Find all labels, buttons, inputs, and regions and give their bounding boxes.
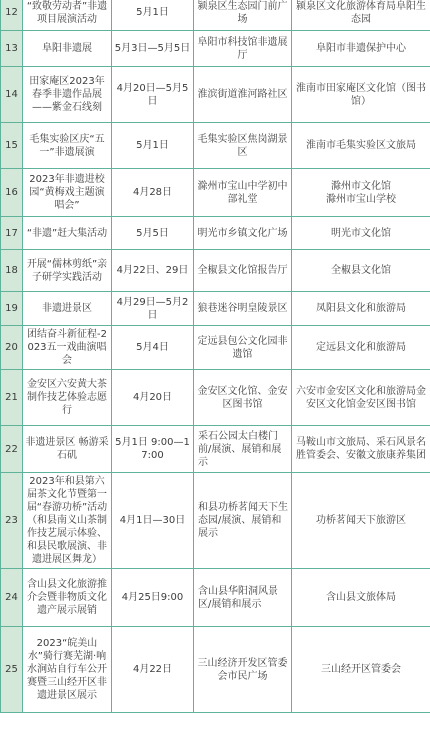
table-row bbox=[1, 31, 430, 67]
row-number: 22 bbox=[1, 426, 23, 473]
event-name: “非遗”赶大集活动 bbox=[23, 217, 112, 250]
row-number: 20 bbox=[1, 326, 23, 370]
row-number: 13 bbox=[1, 31, 23, 67]
event-name: 田家庵区2023年春季非遗作品展——紫金石线刻 bbox=[23, 67, 112, 123]
event-name: 开展“儒林剪纸”亲子研学实践活动 bbox=[23, 250, 112, 292]
event-organizer: 凤阳县文化和旅游局 bbox=[292, 292, 430, 326]
table-body bbox=[1, 0, 430, 713]
table-row bbox=[1, 426, 430, 473]
row-number: 24 bbox=[1, 569, 23, 627]
table-row bbox=[1, 169, 430, 217]
event-time: 4月20日—5月5日 bbox=[112, 67, 194, 123]
event-place: 颍泉区生态园门前广场 bbox=[194, 0, 292, 31]
event-organizer: 阜阳市非遗保护中心 bbox=[292, 31, 430, 67]
table-row bbox=[1, 326, 430, 370]
event-organizer: 淮南市田家庵区文化馆（图书馆） bbox=[292, 67, 430, 123]
event-organizer: 滁州市文化馆 滁州市宝山学校 bbox=[292, 169, 430, 217]
table-row bbox=[1, 0, 430, 31]
event-place: 采石公园太白楼门前/展演、展销和展示 bbox=[194, 426, 292, 473]
event-organizer: 明光市文化馆 bbox=[292, 217, 430, 250]
event-organizer: 马鞍山市文旅局、采石风景名胜管委会、安徽文旅康养集团 bbox=[292, 426, 430, 473]
event-organizer: 三山经开区管委会 bbox=[292, 627, 430, 713]
event-name: 含山县文化旅游推介会暨非物质文化遗产展示展销 bbox=[23, 569, 112, 627]
event-time: 4月22日、29日 bbox=[112, 250, 194, 292]
table-row bbox=[1, 569, 430, 627]
event-place: 明光市乡镇文化广场 bbox=[194, 217, 292, 250]
table-row bbox=[1, 217, 430, 250]
event-place: 滁州市宝山中学初中部礼堂 bbox=[194, 169, 292, 217]
event-time: 4月29日—5月2日 bbox=[112, 292, 194, 326]
event-organizer: 淮南市毛集实验区文旅局 bbox=[292, 123, 430, 169]
row-number: 21 bbox=[1, 370, 23, 426]
event-place: 和县功桥茗闻天下生态园/展演、展销和展示 bbox=[194, 473, 292, 569]
event-name: 团结奋斗新征程-2023五一戏曲演唱会 bbox=[23, 326, 112, 370]
event-time: 5月3日—5月5日 bbox=[112, 31, 194, 67]
row-number: 19 bbox=[1, 292, 23, 326]
event-name: 非遗进景区 bbox=[23, 292, 112, 326]
row-number: 16 bbox=[1, 169, 23, 217]
event-name: “致敬劳动者”非遗项目展演活动 bbox=[23, 0, 112, 31]
event-organizer: 定远县文化和旅游局 bbox=[292, 326, 430, 370]
event-place: 淮滨街道淮河路社区 bbox=[194, 67, 292, 123]
event-time: 5月5日 bbox=[112, 217, 194, 250]
event-time: 4月25日9:00 bbox=[112, 569, 194, 627]
row-number: 15 bbox=[1, 123, 23, 169]
event-organizer: 六安市金安区文化和旅游局金安区文化馆金安区图书馆 bbox=[292, 370, 430, 426]
event-organizer: 全椒县文化馆 bbox=[292, 250, 430, 292]
event-organizer: 含山县文旅体局 bbox=[292, 569, 430, 627]
event-organizer: 功桥茗闻天下旅游区 bbox=[292, 473, 430, 569]
event-place: 定远县包公文化园非遗馆 bbox=[194, 326, 292, 370]
table-row bbox=[1, 250, 430, 292]
event-name: 毛集实验区庆“五一”非遗展演 bbox=[23, 123, 112, 169]
event-time: 4月20日 bbox=[112, 370, 194, 426]
event-time: 5月1日 bbox=[112, 123, 194, 169]
row-number: 14 bbox=[1, 67, 23, 123]
event-place: 三山经济开发区管委会市民广场 bbox=[194, 627, 292, 713]
event-name: 阜阳非遗展 bbox=[23, 31, 112, 67]
event-name: 2023“皖美山水”骑行赛芜湖·响水涧站自行车公开赛暨三山经开区非遗进景区展示 bbox=[23, 627, 112, 713]
table-row bbox=[1, 370, 430, 426]
row-number: 23 bbox=[1, 473, 23, 569]
row-number: 18 bbox=[1, 250, 23, 292]
event-place: 狼巷迷谷明皇陵景区 bbox=[194, 292, 292, 326]
event-time: 4月22日 bbox=[112, 627, 194, 713]
table-row bbox=[1, 292, 430, 326]
event-time: 5月1日 9:00—17:00 bbox=[112, 426, 194, 473]
row-number: 25 bbox=[1, 627, 23, 713]
table-row bbox=[1, 123, 430, 169]
event-time: 5月1日 bbox=[112, 0, 194, 31]
table-row bbox=[1, 473, 430, 569]
event-organizer: 颍泉区文化旅游体育局阜阳生态园 bbox=[292, 0, 430, 31]
table-row bbox=[1, 627, 430, 713]
row-number: 12 bbox=[1, 0, 23, 31]
table-row bbox=[1, 67, 430, 123]
event-name: 2023年非遗进校园“黄梅戏主题演唱会” bbox=[23, 169, 112, 217]
event-name: 非遗进景区 畅游采石矶 bbox=[23, 426, 112, 473]
event-time: 5月4日 bbox=[112, 326, 194, 370]
event-place: 全椒县文化馆报告厅 bbox=[194, 250, 292, 292]
event-place: 毛集实验区焦岗湖景区 bbox=[194, 123, 292, 169]
event-name: 金安区六安黄大茶制作技艺体验志愿行 bbox=[23, 370, 112, 426]
row-number: 17 bbox=[1, 217, 23, 250]
event-place: 金安区文化馆、金安区图书馆 bbox=[194, 370, 292, 426]
event-place: 阜阳市科技馆非遗展厅 bbox=[194, 31, 292, 67]
event-time: 4月28日 bbox=[112, 169, 194, 217]
event-time: 4月1日—30日 bbox=[112, 473, 194, 569]
event-name: 2023年和县第六届茶文化节暨第一届“春游功桥”活动（和县南义山茶制作技艺展示体验、和县民歌展演、非遗进展区舞龙） bbox=[23, 473, 112, 569]
event-place: 含山县华阳洞风景区/展销和展示 bbox=[194, 569, 292, 627]
